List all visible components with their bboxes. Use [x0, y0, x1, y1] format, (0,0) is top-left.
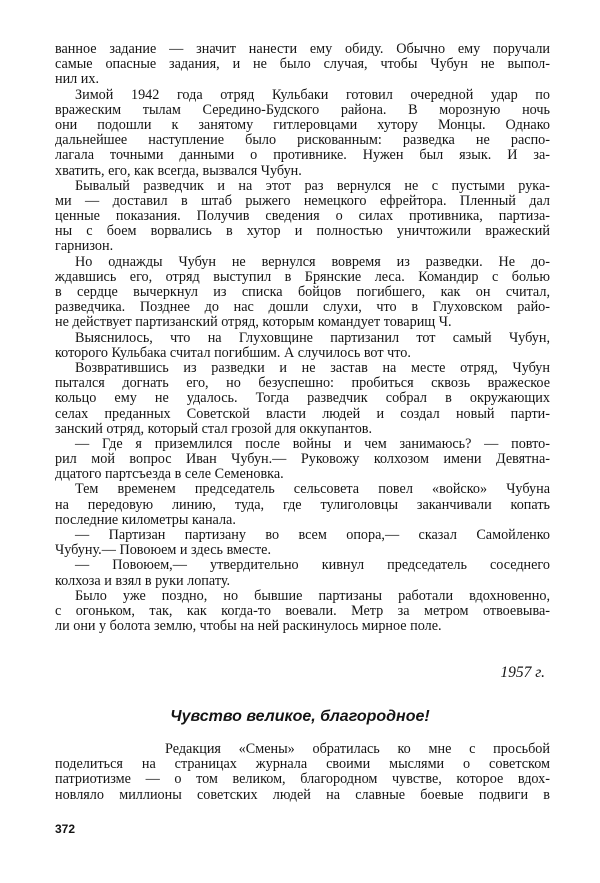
text-line: новляло миллионы советских людей на славные боевые подвиги в [55, 786, 550, 803]
text-line: дальнейшее наступление было рискованным: разведка не распо- [55, 132, 550, 149]
text-line: Тем временем председатель сельсовета повел «войско» Чубуна [75, 481, 550, 498]
text-line: селах преданных Советской власти людей и создал новый парти- [55, 405, 550, 422]
page-number: 372 [55, 822, 76, 836]
text-line: дцатого партсъезда в селе Семеновка. [55, 466, 284, 483]
text-line: рил мой вопрос Иван Чубун.— Руковожу колхозом имени Девятна- [55, 451, 550, 468]
text-line: Зимой 1942 года отряд Кульбаки готовил очередной удар по [75, 86, 550, 103]
text-line: колхоза и взял в руки лопату. [55, 572, 231, 589]
section-heading: Чувство великое, благородное! [170, 708, 430, 725]
text-line: нил их. [55, 71, 100, 88]
text-line: патриотизме — о том великом, благородном чувстве, которое вдох- [55, 771, 550, 788]
text-line: не действует партизанский отряд, которым командует товарищ Ч. [55, 314, 452, 331]
text-line: вражеским тылам Середино-Будского района. В морозную ночь [55, 101, 550, 118]
text-line: на передовую линию, туда, где тулиголовцы заканчивали копать [55, 496, 550, 513]
section-intro-text [55, 742, 550, 803]
text-line: — Партизан партизану во всем опора,— сказал Самойленко [75, 527, 550, 543]
text-line: поделиться на страницах журнала своими мыслями о советском [55, 756, 550, 773]
text-line: ждавшись его, отряд выступил в Брянские леса. Командир с болью [55, 268, 550, 285]
text-line: хватить, его, как всегда, вызвался Чубун. [55, 162, 302, 179]
text-line: Но однажды Чубун не вернулся вовремя из разведки. Не до- [75, 253, 550, 270]
text-line: лагала точными данными о противнике. Нужен был язык. И за- [55, 147, 550, 164]
text-line: ны с боем ворвались в хутор и полностью уничтожили вражеский [55, 223, 550, 240]
text-line: пытался догнать его, но безуспешно: пробиться сквозь вражеское [55, 375, 550, 392]
text-line: ценные показания. Получив сведения о силах противника, партиза- [55, 208, 550, 225]
text-line: кольцо ему не удалось. Тогда разведчик собрал в окружающих [55, 390, 550, 407]
text-line: Выяснилось, что на Глуховщине партизанил тот самый Чубун, [75, 329, 550, 346]
text-line: последние километры канала. [55, 511, 236, 528]
text-line: ми — доставил в штаб рыжего немецкого ефрейтора. Пленный дал [55, 192, 550, 209]
text-line: с огоньком, так, как когда-то воевали. Метр за метром отвоевыва- [55, 602, 550, 619]
text-line: Возвратившись из разведки и не застав на месте отряд, Чубун [75, 359, 550, 376]
text-line: занский отряд, который стал грозой для оккупантов. [55, 420, 373, 437]
text-line: Редакция «Смены» обратилась ко мне с просьбой [165, 741, 550, 757]
text-line: — Повоюем,— утвердительно кивнул председатель соседнего [75, 557, 550, 574]
text-line: разведчика. Позднее до нас дошли слухи, что в Глуховском райо- [55, 299, 550, 316]
text-line: Было уже поздно, но бывшие партизаны работали вдохновенно, [75, 587, 550, 604]
date-signature: 1957 г. [500, 664, 545, 681]
text-line: гарнизон. [55, 238, 114, 255]
text-line: которого Кульбака считал погибшим. А случилось вот что. [55, 344, 411, 361]
text-line: Бывалый разведчик и на этот раз вернулся не с пустыми рука- [75, 177, 550, 194]
text-line: в сердце вычеркнул из списка бойцов погибшего, как он считал, [55, 284, 550, 300]
text-line: они подошли к занятому гитлеровцами хутору Монцы. Однако [55, 116, 550, 133]
body-text [55, 42, 550, 634]
text-line: ванное задание — значит нанести ему обиду. Обычно ему поручали [55, 41, 550, 57]
text-line: Чубуну.— Повоюем и здесь вместе. [55, 542, 271, 559]
text-line: — Где я приземлился после войны и чем занимаюсь? — повто- [75, 435, 550, 452]
text-line: самые опасные задания, и не было случая, чтобы Чубун не выпол- [55, 56, 550, 73]
text-line: ли они у болота землю, чтобы на ней раскинулось мирное поле. [55, 618, 442, 635]
